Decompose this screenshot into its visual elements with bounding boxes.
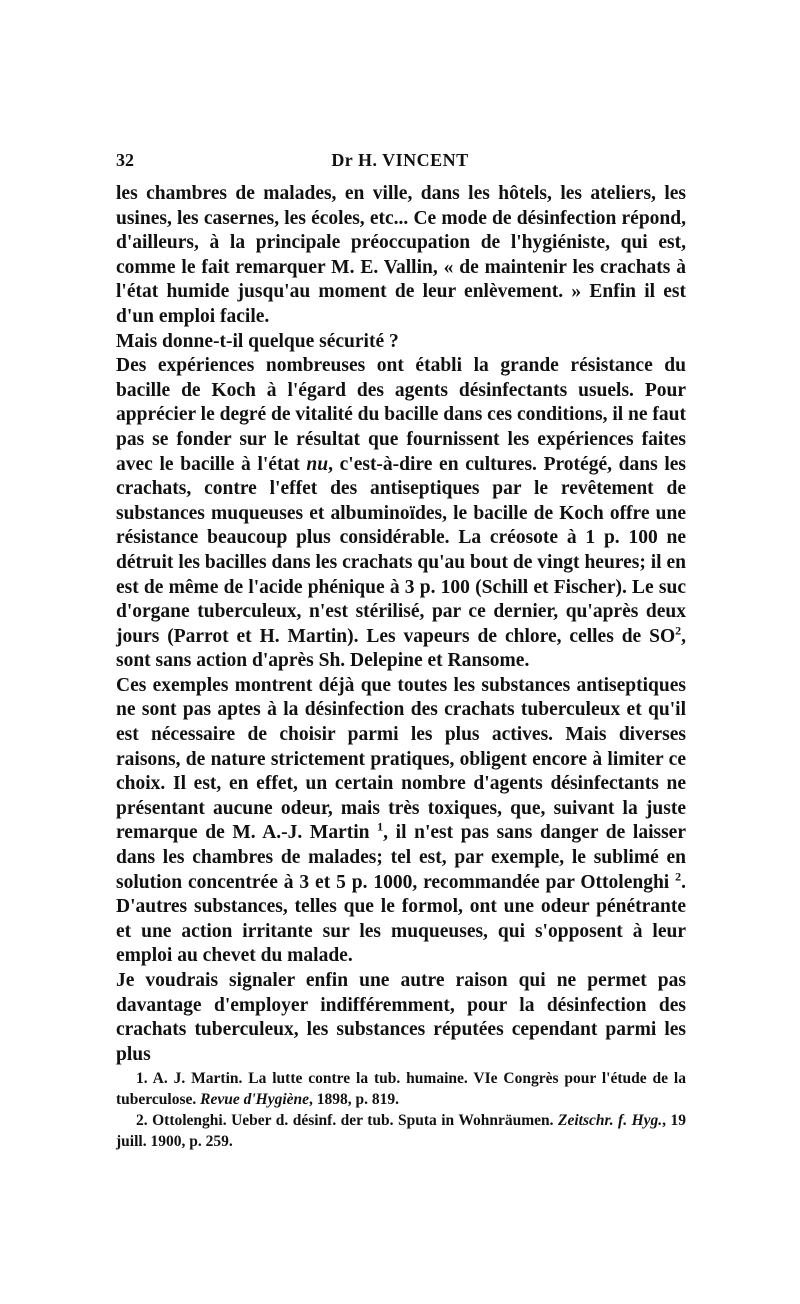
paragraph	[116, 354, 686, 674]
paragraph	[116, 674, 686, 969]
author-name: H. VINCENT	[357, 150, 469, 170]
text-run: Je voudrais signaler enfin une autre raison qui ne permet pas davantage d'employer indifféremment, pour la désinfection des crachats tuberculeux, les substances réputées cependant parmi les plus	[116, 970, 686, 1065]
text-run: , 19 juill. 1900, p. 259.	[116, 1112, 686, 1150]
text-run: Ces exemples montrent déjà que toutes les substances antiseptiques ne sont pas aptes à la désinfection des crachats tuberculeux et qu'il est nécessaire de choisir parmi les plus actives. Mais diverses raisons, de nature strictement pratiques, obligent encore à limiter ce choix. Il est, en effet, un certain nombre d'agents désinfectants ne présentant aucune odeur, mais très toxiques, que, suivant la juste remarque de M. A.-J. Martin	[116, 674, 686, 844]
text-run: , c'est-à-dire en cultures. Protégé, dans les crachats, contre l'effet des antiseptiques par le revêtement de substances muqueuses et albuminoïdes, le bacille de Koch offre une résistance beaucoup plus considérable. La créosote à 1 p. 100 ne détruit les bacilles dans les crachats qu'au bout de vingt heures; il en est de même de l'acide phénique à 3 p. 100 (Schill et Fischer). Le suc d'organe tuberculeux, n'est stérilisé, par ce dernier, qu'après deux jours (Parrot et H. Martin). Les vapeurs de chlore, celles de SO	[116, 453, 686, 647]
italic-text: Zeitschr. f. Hyg.	[558, 1112, 663, 1129]
body-text	[116, 182, 686, 1067]
text-run: 1. A. J. Martin. La lutte contre la tub. humaine. VIe Congrès pour l'étude de la tuberculose.	[116, 1070, 686, 1108]
text-run: 2. Ottolenghi. Ueber d. désinf. der tub. Sputa in Wohnräumen.	[136, 1112, 559, 1129]
text-run: , il n'est pas sans danger de laisser dans les chambres de malades; tel est, par exemple, le sublimé en solution concentrée à 3 et 5 p. 1000, recommandée par Ottolenghi	[116, 822, 686, 893]
running-title	[116, 150, 684, 171]
running-header	[116, 146, 684, 176]
text-run: , 1898, p. 819.	[309, 1091, 400, 1108]
footnote-marker: 2	[675, 869, 682, 884]
author-prefix: Dr	[331, 150, 353, 170]
paragraph	[116, 330, 686, 355]
text-run: . D'autres substances, telles que le formol, ont une odeur pénétrante et une action irritante sur les muqueuses, qui s'opposent à leur emploi au chevet du malade.	[116, 871, 686, 967]
text-run: les chambres de malades, en ville, dans les hôtels, les ateliers, les usines, les casernes, les écoles, etc... Ce mode de désinfection répond, d'ailleurs, à la principale préoccupation de l'hygiéniste, qui est, comme le fait remarquer M. E. Vallin, « de maintenir les crachats à l'état humide jusqu'au moment de leur enlèvement. » Enfin il est d'un emploi facile.	[116, 183, 686, 327]
paragraph	[116, 969, 686, 1067]
paragraph	[116, 182, 686, 330]
footnotes	[116, 1068, 686, 1152]
footnote	[116, 1068, 686, 1110]
italic-text: nu	[306, 453, 329, 475]
page-number: 32	[116, 150, 134, 170]
footnote-marker: 2	[675, 623, 682, 638]
text-run: Mais donne-t-il quelque sécurité ?	[116, 330, 399, 352]
text-run: , sont sans action d'après Sh. Delepine et Ransome.	[116, 625, 686, 672]
text-run: Des expériences nombreuses ont établi la grande résistance du bacille de Koch à l'égard des agents désinfectants usuels. Pour apprécier le degré de vitalité du bacille dans ces conditions, il ne faut pas se fonder sur le résultat que fournissent les expériences faites avec le bacille à l'état	[116, 355, 686, 475]
footnote	[116, 1110, 686, 1152]
italic-text: Revue d'Hygiène	[200, 1091, 310, 1108]
footnote-marker: 1	[377, 819, 384, 834]
